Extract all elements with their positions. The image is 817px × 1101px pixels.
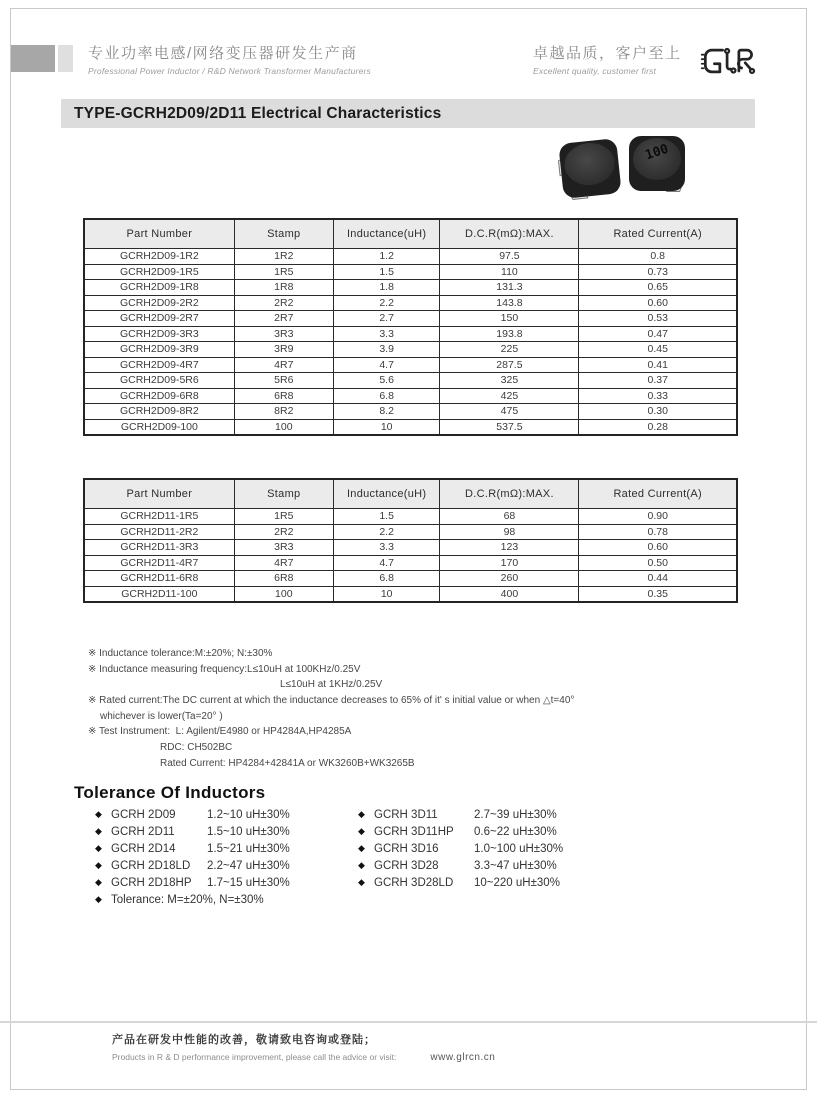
- company-slogan-en: Excellent quality, customer first: [533, 66, 657, 76]
- diamond-bullet-icon: ◆: [358, 843, 365, 853]
- series-label: GCRH 3D11: [374, 808, 438, 821]
- column-header: D.C.R(mΩ):MAX.: [440, 219, 579, 249]
- table-cell: 0.60: [579, 295, 737, 311]
- table-cell: 287.5: [440, 357, 579, 373]
- table-cell: 98: [440, 524, 579, 540]
- diamond-bullet-icon: ◆: [95, 894, 102, 904]
- tolerance-list-left: [95, 806, 345, 908]
- table-cell: 100: [234, 419, 333, 435]
- company-slogan-zh: 卓越品质，客户至上: [533, 45, 682, 62]
- inductor-photo-angled: [558, 138, 621, 199]
- table-cell: 3R3: [234, 540, 333, 556]
- table-cell: 0.28: [579, 419, 737, 435]
- diamond-bullet-icon: ◆: [95, 826, 102, 836]
- note-line: L≤10uH at 1KHz/0.25V: [280, 679, 383, 691]
- table-cell: 0.50: [579, 555, 737, 571]
- series-range: 10~220 uH±30%: [474, 876, 560, 889]
- table-cell: 0.8: [579, 249, 737, 265]
- column-header: Rated Current(A): [579, 479, 737, 509]
- table-cell: 4R7: [234, 357, 333, 373]
- header-accent-block-light: [58, 45, 73, 72]
- table-cell: 0.60: [579, 540, 737, 556]
- column-header: Part Number: [84, 219, 234, 249]
- table-cell: 0.65: [579, 280, 737, 296]
- tolerance-list-right: [358, 806, 618, 891]
- column-header: Inductance(uH): [333, 479, 439, 509]
- gcrh2d11-table: [83, 478, 738, 603]
- website-link[interactable]: www.glrcn.cn: [430, 1052, 496, 1063]
- table-cell: GCRH2D09-4R7: [84, 357, 234, 373]
- table-cell: 475: [440, 404, 579, 420]
- diamond-bullet-icon: ◆: [358, 826, 365, 836]
- table-cell: 68: [440, 509, 579, 525]
- column-header: Inductance(uH): [333, 219, 439, 249]
- table-cell: 0.90: [579, 509, 737, 525]
- table-cell: GCRH2D11-1R5: [84, 509, 234, 525]
- table-cell: 2R2: [234, 524, 333, 540]
- table-cell: 1R5: [234, 509, 333, 525]
- table-cell: 260: [440, 571, 579, 587]
- series-label: GCRH 3D28LD: [374, 876, 454, 889]
- table-cell: 97.5: [440, 249, 579, 265]
- table-row: [84, 357, 737, 373]
- table-cell: 0.47: [579, 326, 737, 342]
- series-label: GCRH 3D16: [374, 842, 439, 855]
- table-cell: GCRH2D09-3R9: [84, 342, 234, 358]
- table-cell: 3.3: [333, 326, 439, 342]
- table-row: [84, 280, 737, 296]
- tolerance-item: [358, 857, 618, 874]
- tolerance-item: [358, 823, 618, 840]
- table-cell: GCRH2D09-1R2: [84, 249, 234, 265]
- table-cell: 2R2: [234, 295, 333, 311]
- table-cell: 0.30: [579, 404, 737, 420]
- series-range: 1.5~10 uH±30%: [207, 825, 290, 838]
- diamond-bullet-icon: ◆: [95, 860, 102, 870]
- table-cell: 2.2: [333, 524, 439, 540]
- table-cell: 6R8: [234, 571, 333, 587]
- table-cell: GCRH2D09-2R7: [84, 311, 234, 327]
- table-cell: 0.44: [579, 571, 737, 587]
- table-row: [84, 571, 737, 587]
- table-cell: 100: [234, 586, 333, 602]
- table-cell: GCRH2D09-1R5: [84, 264, 234, 280]
- table-cell: GCRH2D11-6R8: [84, 571, 234, 587]
- table-cell: 2.2: [333, 295, 439, 311]
- company-tagline-en: Professional Power Inductor / R&D Network Transformer Manufacturers: [88, 66, 371, 76]
- series-range: 2.7~39 uH±30%: [474, 808, 557, 821]
- notes-section: [88, 646, 574, 772]
- table-cell: 150: [440, 311, 579, 327]
- table-cell: 2R7: [234, 311, 333, 327]
- note-line: ※ Inductance measuring frequency:L≤10uH at 100KHz/0.25V: [88, 663, 361, 675]
- table-cell: 2.7: [333, 311, 439, 327]
- table-cell: GCRH2D09-100: [84, 419, 234, 435]
- table-cell: 3.9: [333, 342, 439, 358]
- table-cell: 0.33: [579, 388, 737, 404]
- table-row: [84, 326, 737, 342]
- table-row: [84, 373, 737, 389]
- diamond-bullet-icon: ◆: [95, 843, 102, 853]
- series-label: GCRH 2D18LD: [111, 859, 191, 872]
- table-cell: 3.3: [333, 540, 439, 556]
- table-row: [84, 342, 737, 358]
- company-logo-icon: [699, 42, 757, 80]
- table-cell: 0.78: [579, 524, 737, 540]
- table-row: [84, 586, 737, 602]
- table-cell: 1.5: [333, 264, 439, 280]
- table-cell: 537.5: [440, 419, 579, 435]
- table-row: [84, 388, 737, 404]
- table-cell: 425: [440, 388, 579, 404]
- series-range: 2.2~47 uH±30%: [207, 859, 290, 872]
- table-cell: GCRH2D09-8R2: [84, 404, 234, 420]
- section-title-bar: [61, 99, 755, 128]
- series-range: 1.7~15 uH±30%: [207, 876, 290, 889]
- table-cell: 0.41: [579, 357, 737, 373]
- table-cell: 170: [440, 555, 579, 571]
- table-cell: 1.5: [333, 509, 439, 525]
- table-cell: GCRH2D09-1R8: [84, 280, 234, 296]
- table-cell: GCRH2D11-4R7: [84, 555, 234, 571]
- table-cell: 225: [440, 342, 579, 358]
- table-cell: 4.7: [333, 357, 439, 373]
- table-cell: 1.2: [333, 249, 439, 265]
- table-cell: 400: [440, 586, 579, 602]
- table-cell: GCRH2D11-100: [84, 586, 234, 602]
- table-cell: 6R8: [234, 388, 333, 404]
- note-line: ※ Test Instrument: L: Agilent/E4980 or HP4284A,HP4285A: [88, 726, 352, 738]
- table-cell: 0.45: [579, 342, 737, 358]
- table-row: [84, 524, 737, 540]
- table-cell: GCRH2D09-6R8: [84, 388, 234, 404]
- page-title: TYPE-GCRH2D09/2D11 Electrical Characteristics: [74, 104, 442, 122]
- series-label: GCRH 3D11HP: [374, 825, 454, 838]
- table-row: [84, 419, 737, 435]
- table-cell: 123: [440, 540, 579, 556]
- inductor-photo-top: [629, 136, 685, 191]
- table-row: [84, 540, 737, 556]
- table-cell: 5.6: [333, 373, 439, 389]
- note-line: ※ Rated current:The DC current at which the inductance decreases to 65% of it' s initial value or when △t=40°: [88, 695, 575, 707]
- tolerance-item: [95, 874, 345, 891]
- table-cell: 0.53: [579, 311, 737, 327]
- table-header-row: [84, 219, 737, 249]
- series-label: GCRH 2D11: [111, 825, 175, 838]
- company-tagline: [88, 42, 371, 76]
- table-cell: 193.8: [440, 326, 579, 342]
- table-cell: GCRH2D09-2R2: [84, 295, 234, 311]
- series-range: 1.2~10 uH±30%: [207, 808, 290, 821]
- tolerance-item: [95, 891, 345, 908]
- table-cell: 4R7: [234, 555, 333, 571]
- tolerance-item: [95, 857, 345, 874]
- column-header: Part Number: [84, 479, 234, 509]
- table-row: [84, 295, 737, 311]
- note-line: ※ Inductance tolerance:M:±20%; N:±30%: [88, 648, 273, 659]
- series-label: Tolerance: M=±20%, N=±30%: [111, 893, 264, 906]
- series-range: 1.0~100 uH±30%: [474, 842, 564, 855]
- table-cell: 8R2: [234, 404, 333, 420]
- tolerance-item: [358, 806, 618, 823]
- company-tagline-zh: 专业功率电感/网络变压器研发生产商: [88, 45, 358, 62]
- table-cell: GCRH2D09-5R6: [84, 373, 234, 389]
- diamond-bullet-icon: ◆: [358, 809, 365, 819]
- series-label: GCRH 2D09: [111, 808, 176, 821]
- tolerance-heading: Tolerance Of Inductors: [74, 783, 266, 802]
- column-header: Rated Current(A): [579, 219, 737, 249]
- note-line: RDC: CH502BC: [160, 742, 233, 754]
- table-cell: 3R9: [234, 342, 333, 358]
- series-range: 1.5~21 uH±30%: [207, 842, 290, 855]
- table-cell: 6.8: [333, 388, 439, 404]
- table-cell: 143.8: [440, 295, 579, 311]
- table-cell: 1.8: [333, 280, 439, 296]
- series-label: GCRH 2D14: [111, 842, 176, 855]
- column-header: Stamp: [234, 219, 333, 249]
- table-cell: 0.73: [579, 264, 737, 280]
- table-row: [84, 509, 737, 525]
- footer-note-zh: 产品在研发中性能的改善，敬请致电咨询或登陆；: [112, 1034, 376, 1046]
- series-range: 3.3~47 uH±30%: [474, 859, 557, 872]
- company-slogan: [533, 42, 682, 76]
- header-accent-block-dark: [11, 45, 55, 72]
- footer-note-en: Products in R & D performance improvement, please call the advice or visit:: [112, 1052, 397, 1062]
- tolerance-item: [95, 823, 345, 840]
- series-label: GCRH 2D18HP: [111, 876, 192, 889]
- table-row: [84, 264, 737, 280]
- table-row: [84, 404, 737, 420]
- diamond-bullet-icon: ◆: [95, 809, 102, 819]
- diamond-bullet-icon: ◆: [95, 877, 102, 887]
- table-cell: 325: [440, 373, 579, 389]
- table-cell: 1R5: [234, 264, 333, 280]
- column-header: D.C.R(mΩ):MAX.: [440, 479, 579, 509]
- diamond-bullet-icon: ◆: [358, 877, 365, 887]
- inductor-marking: 100: [643, 141, 671, 164]
- table-row: [84, 249, 737, 265]
- note-line: Rated Current: HP4284+42841A or WK3260B+WK3265B: [160, 757, 415, 769]
- table-cell: GCRH2D09-3R3: [84, 326, 234, 342]
- table-cell: 5R6: [234, 373, 333, 389]
- table-cell: 10: [333, 419, 439, 435]
- table-header-row: [84, 479, 737, 509]
- column-header: Stamp: [234, 479, 333, 509]
- table-cell: 0.35: [579, 586, 737, 602]
- tolerance-item: [95, 840, 345, 857]
- table-cell: GCRH2D11-3R3: [84, 540, 234, 556]
- tolerance-item: [95, 806, 345, 823]
- table-cell: 6.8: [333, 571, 439, 587]
- table-cell: 1R2: [234, 249, 333, 265]
- tolerance-item: [358, 874, 618, 891]
- table-cell: 131.3: [440, 280, 579, 296]
- tolerance-item: [358, 840, 618, 857]
- table-cell: 110: [440, 264, 579, 280]
- footer-divider: [0, 1021, 817, 1023]
- table-row: [84, 311, 737, 327]
- footer: [112, 1031, 495, 1063]
- table-row: [84, 555, 737, 571]
- table-cell: 1R8: [234, 280, 333, 296]
- series-range: 0.6~22 uH±30%: [474, 825, 557, 838]
- table-cell: 3R3: [234, 326, 333, 342]
- diamond-bullet-icon: ◆: [358, 860, 365, 870]
- table-cell: 4.7: [333, 555, 439, 571]
- table-cell: 8.2: [333, 404, 439, 420]
- series-label: GCRH 3D28: [374, 859, 439, 872]
- gcrh2d09-table: [83, 218, 738, 436]
- note-line: whichever is lower(Ta=20° ): [100, 710, 223, 722]
- table-cell: 0.37: [579, 373, 737, 389]
- table-cell: 10: [333, 586, 439, 602]
- table-cell: GCRH2D11-2R2: [84, 524, 234, 540]
